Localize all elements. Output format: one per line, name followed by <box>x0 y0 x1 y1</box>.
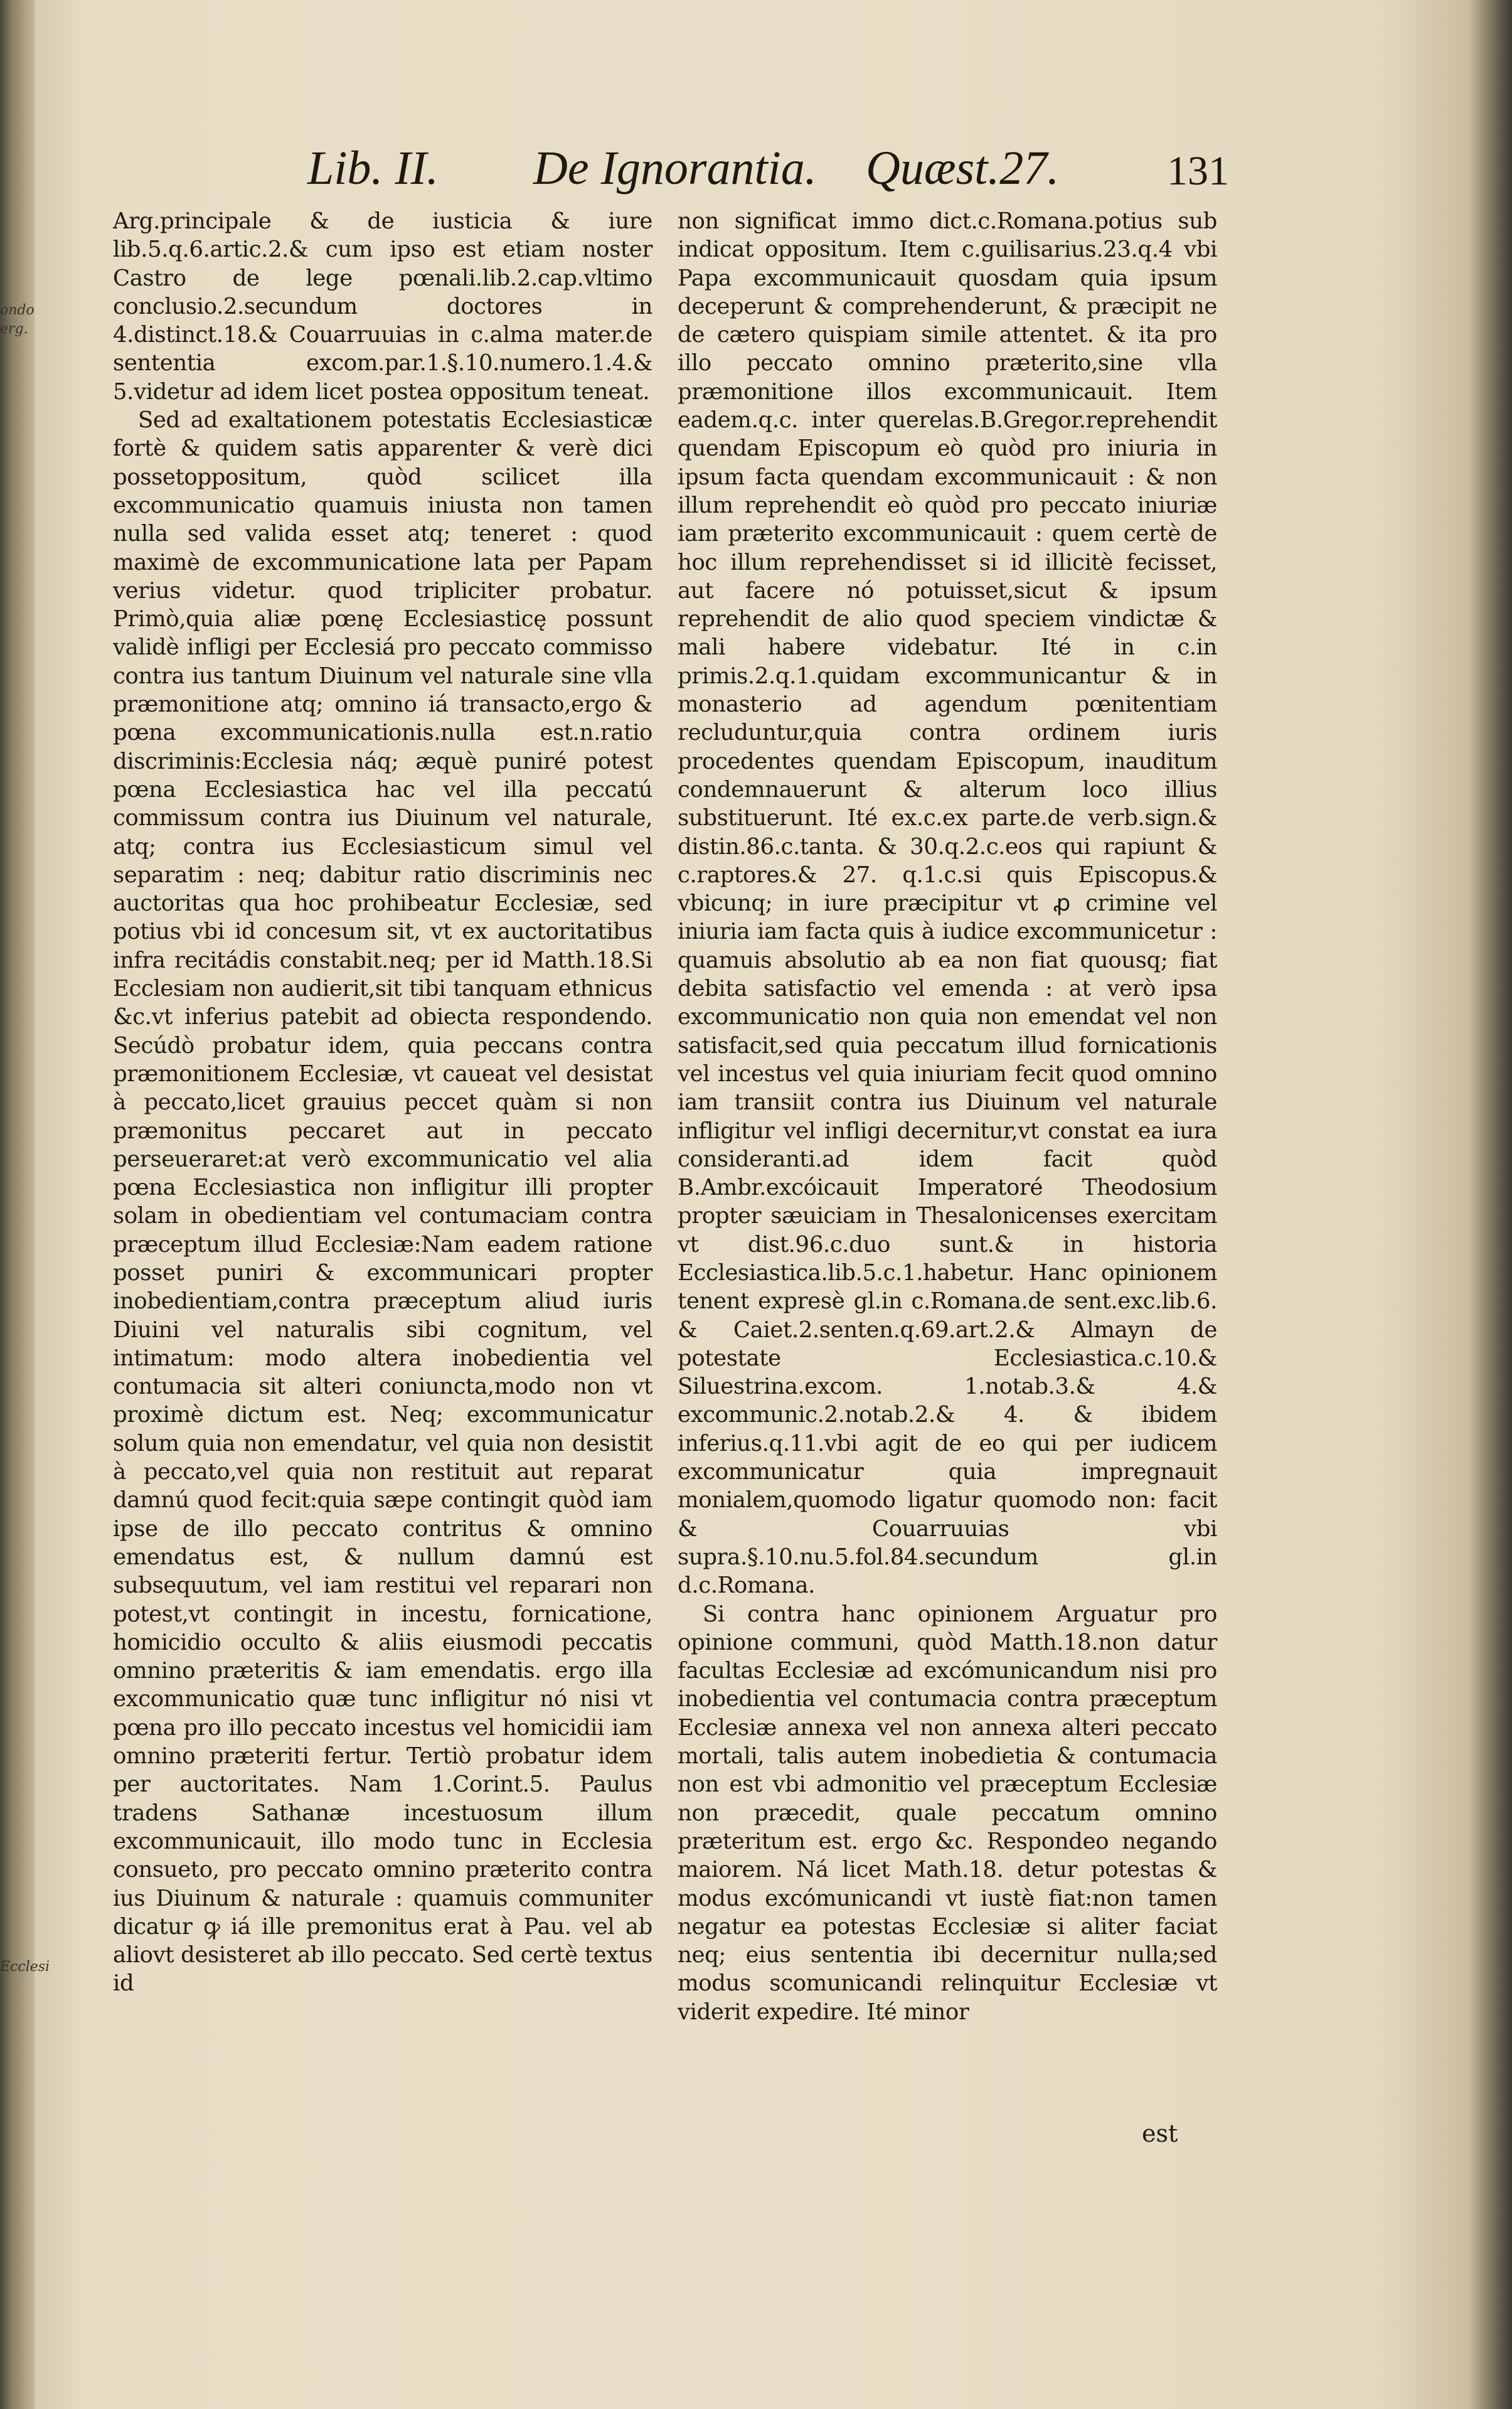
paragraph: Si contra hanc opinionem Arguatur pro opinione communi, quòd Matth.18.non datur facultas Ecclesiæ ad excómunicandum nisi pro inobedientia vel contumacia contra præceptum Ecclesiæ annexa vel non annexa alteri peccato mortali, talis autem inobedietia & contumacia non est vbi admonitio vel præceptum Ecclesiæ non præcedit, quale peccatum omnino præteritum est. ergo &c. Respondeo negando maiorem. Ná licet Math.18. detur potestas & modus excómunicandi vt iustè fiat:non tamen negatur ea potestas Ecclesiæ si aliter faciat neq; eius sententia ibi decernitur nulla;sed modus scomunicandi relinquitur Ecclesiæ vt viderit expedire. Ité minor <box>678 1601 1217 2025</box>
paragraph: Sed ad exaltationem potestatis Ecclesiasticæ fortè & quidem satis apparenter & verè dici possetoppositum, quòd scilicet illa excommunicatio quamuis iniusta non tamen nulla sed valida esset atq; teneret : quod maximè de excommunicatione lata per Papam verius videtur. quod tripliciter probatur. Primò,quia aliæ pœnę Ecclesiasticę possunt validè infligi per Ecclesiá pro peccato commisso contra ius tantum Diuinum vel naturale sine vlla præmonitione atq; omnino iá transacto,ergo & pœna excommunicationis.nulla est.n.ratio discriminis:Ecclesia náq; æquè puniré potest pœna Ecclesiastica hac vel illa peccatú commissum contra ius Diuinum vel naturale, atq; contra ius Ecclesiasticum simul vel separatim : neq; dabitur ratio discriminis nec auctoritas qua hoc prohibeatur Ecclesiæ, sed potius vbi id concesum sit, vt ex auctoritatibus infra recitádis constabit.neq; per id Matth.18.Si Ecclesiam non audierit,sit tibi tanquam ethnicus &c.vt inferius patebit ad obiecta respondendo. Secúdò probatur idem, quia peccans contra præmonitionem Ecclesiæ, vt caueat vel desistat à peccato,licet grauius peccet quàm si non præmonitus peccaret aut in peccato perseueraret:at verò excommunicatio vel alia pœna Ecclesiastica non infligitur illi propter solam in obedientiam vel contumaciam contra præceptum illud Ecclesiæ:Nam eadem ratione posset puniri & excommunicari propter inobedientiam,contra præceptum aliud iuris Diuini vel naturalis sibi cognitum, vel intimatum: modo altera inobedientia vel contumacia sit alteri coniuncta,modo non vt proximè dictum est. Neq; excommunicatur solum quia non emendatur, vel quia non desistit à peccato,vel quia non restituit aut reparat damnú quod fecit:quia sæpe contingit quòd iam ipse de illo peccato contritus & omnino emendatus est, & nullum damnú est subsequutum, vel iam restitui vel reparari non potest,vt contingit in incestu, fornicatione, homicidio occulto & aliis eiusmodi peccatis omnino præteritis & iam emendatis. ergo illa excommunicatio quæ tunc infligitur nó nisi vt pœna pro illo peccato incestus vel homicidii iam omnino præteriti fertur. Tertiò probatur idem per auctoritates. Nam 1.Corint.5. Paulus tradens Sathanæ incestuosum illum excommunicauit, illo modo tunc in Ecclesia consueto, pro peccato omnino præterito contra ius Diuinum & naturale : quamuis communiter dicatur ꝙ iá ille premonitus erat à Pau. vel ab aliovt desisteret ab illo peccato. Sed certè textus id <box>113 407 652 1997</box>
page-number: 131 <box>1167 148 1229 194</box>
catchword: est <box>1142 2120 1178 2147</box>
question-label: Quæst.27. <box>866 142 1060 195</box>
paragraph: non significat immo dict.c.Romana.potius sub indicat oppositum. Item c.guilisarius.23.q.4 vbi Papa excommunicauit quosdam quia ipsum deceperunt & comprehenderunt, & præcipit ne de cætero quispiam simile attentet. & ita pro illo peccato omnino præterito,sine vlla præmonitione illos excommunicauit. Item eadem.q.c. inter querelas.B.Gregor.reprehendit quendam Episcopum eò quòd pro iniuria in ipsum facta quendam excommunicauit : & non illum reprehendit eò quòd pro peccato iniuriæ iam præterito excommunicauit : quem certè de hoc illum reprehendisset si id illicitè fecisset, aut facere nó potuisset,sicut & ipsum reprehendit de alio quod speciem vindictæ & mali habere videbatur. Ité in c.in primis.2.q.1.quidam excommunicantur & in monasterio ad agendum pœnitentiam recluduntur,quia contra ordinem iuris procedentes quendam Episcopum, inauditum condemnauerunt & alterum loco illius substituerunt. Ité ex.c.ex parte.de verb.sign.& distin.86.c.tanta. & 30.q.2.c.eos qui rapiunt & c.raptores.& 27. q.1.c.si quis Episcopus.& vbicunq; in iure præcipitur vt ꝓ crimine vel iniuria iam facta quis à iudice excommunicetur : quamuis absolutio ab ea non fiat quousq; fiat debita satisfactio vel emenda : at verò ipsa excommunicatio non quia non emendat vel non satisfacit,sed quia peccatum illud fornicationis vel incestus vel quia iniuriam fecit quod omnino iam transiit contra ius Diuinum vel naturale infligitur vel infligi decernitur,vt constat ea iura consideranti.ad idem facit quòd B.Ambr.excóicauit Imperatoré Theodosium propter sæuiciam in Thesalonicenses exercitam vt dist.96.c.duo sunt.& in historia Ecclesiastica.lib.5.c.1.habetur. Hanc opinionem tenent expresè gl.in c.Romana.de sent.exc.lib.6. & Caiet.2.senten.q.69.art.2.& Almayn de potestate Ecclesiastica.c.10.& Siluestrina.excom. 1.notab.3.& 4.& excommunic.2.notab.2.& 4. & ibidem inferius.q.11.vbi agit de eo qui per iudicem excommunicatur quia impregnauit monialem,quomodo ligatur quomodo non: facit & Couarruuias vbi supra.§.10.nu.5.fol.84.secundum gl.in d.c.Romana. <box>678 208 1217 1599</box>
running-header <box>301 141 1255 204</box>
paragraph: Arg.principale & de iusticia & iure lib.5.q.6.artic.2.& cum ipso est etiam noster Castro de lege pœnali.lib.2.cap.vltimo conclusio.2.secundum doctores in 4.distinct.18.& Couarruuias in c.alma mater.de sententia excom.par.1.§.10.numero.1.4.& 5.videtur ad idem licet postea oppositum teneat. <box>113 208 652 405</box>
margin-notes <box>0 301 50 1975</box>
right-column <box>678 207 1217 2026</box>
margin-note-bottom: Ecclesi <box>0 1959 50 1975</box>
binding-gutter <box>0 0 35 2409</box>
margin-note-top: ondo erg. <box>0 302 35 337</box>
left-column <box>113 207 652 1998</box>
section-title: De Ignorantia. <box>533 142 817 195</box>
book-label: Lib. II. <box>307 142 439 195</box>
